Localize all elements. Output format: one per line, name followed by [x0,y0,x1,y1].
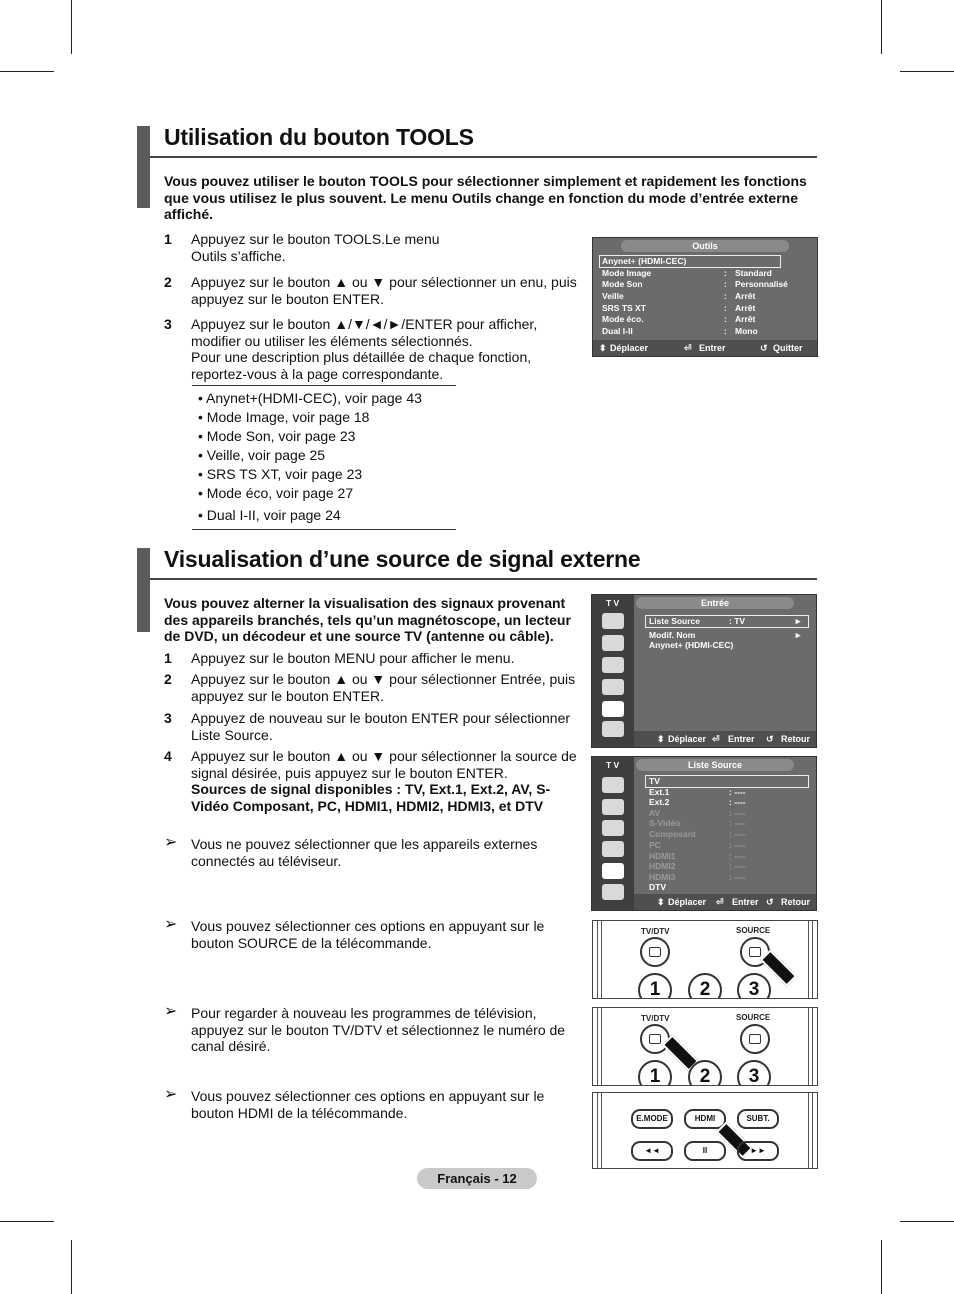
step-2 [164,671,584,707]
crop-mark [71,0,72,54]
tools-menu-screen [592,237,818,357]
remote-edge [808,1093,813,1168]
menu-row-label[interactable]: Modif. Nom [649,630,696,640]
menu-row-sep: : [724,303,727,313]
crop-mark [0,1221,54,1222]
source-button[interactable] [740,1024,770,1054]
picture-icon[interactable] [602,777,624,793]
menu-row-value: Arrêt [735,303,756,313]
page-footer: Français - 12 [417,1168,537,1189]
note-arrow-icon: ➢ [164,834,178,851]
input-icon[interactable] [602,701,624,717]
section-bar [137,548,150,632]
selected-row-frame [645,775,809,788]
note [164,918,584,954]
chevron-right-icon: ► [794,616,803,626]
return-icon: ↺ [760,343,768,353]
crop-mark [900,71,954,72]
reference-item: • Mode Image, voir page 18 [198,409,370,425]
step-3 [164,316,584,384]
return-icon: ↺ [766,734,774,744]
return-icon: ↺ [766,897,774,907]
crop-mark [900,1221,954,1222]
menu-sidebar [592,757,634,910]
source-row-value: : ---- [729,851,746,861]
source-row-value: : ---- [729,787,746,797]
section-rule [150,578,817,580]
menu-row-value: Personnalisé [735,279,788,289]
tv-dtv-label: TV/DTV [641,927,670,936]
menu-row-label[interactable]: Dual I-II [602,326,633,336]
menu-row-value: Arrêt [735,291,756,301]
step-number: 3 [164,316,172,332]
step-number: 4 [164,748,172,764]
step-1 [164,231,584,267]
source-row-label: PC [649,840,661,850]
source-row-value: : ---- [729,840,746,850]
note-text: Vous ne pouvez sélectionner que les appareils externes connectés au téléviseur. [191,836,538,869]
menu-row-label[interactable]: Mode éco. [602,314,644,324]
source-row-label[interactable]: TV [649,776,660,786]
application-icon[interactable] [602,721,624,737]
crop-mark [71,1240,72,1294]
menu-row-sep: : [724,279,727,289]
note [164,836,584,872]
source-row-value: : ---- [729,861,746,871]
menu-row-value: Mono [735,326,758,336]
input-icon[interactable] [602,863,624,879]
step-text: Appuyez sur le bouton MENU pour afficher le menu. [191,650,515,666]
note-text: Vous pouvez sélectionner ces options en appuyant sur le bouton SOURCE de la télécommande. [191,918,545,951]
footer-enter: Entrer [699,343,726,353]
source-row-label: AV [649,808,661,818]
application-icon[interactable] [602,884,624,900]
menu-title: Entrée [636,597,794,609]
step-2 [164,274,584,310]
step-text: Appuyez de nouveau sur le bouton ENTER pour sélectionner Liste Source. [191,710,571,743]
note-arrow-icon: ➢ [164,916,178,933]
hdmi-button[interactable]: HDMI [684,1109,726,1129]
crop-mark [881,1240,882,1294]
menu-row-sep: : [724,291,727,301]
footer-enter: Entrer [732,897,759,907]
setup-icon[interactable] [602,679,624,695]
reference-item: • Dual I-II, voir page 24 [198,507,341,523]
number-button-1[interactable]: 1 [638,973,672,999]
source-row-value: : ---- [729,797,746,807]
remote-hdmi-illustration [592,1092,818,1169]
enter-icon: ⏎ [716,897,724,907]
remote-edge [808,1008,813,1085]
source-row-value: : ---- [729,808,746,818]
step-text: Appuyez sur le bouton TOOLS.Le menu Outils s’affiche. [191,231,440,264]
footer-move: Déplacer [610,343,649,353]
footer-back: Retour [781,897,810,907]
reference-item: • Veille, voir page 25 [198,447,326,463]
menu-row-label[interactable]: Veille [602,291,624,301]
section-title: Visualisation d’une source de signal externe [164,546,641,572]
section-bar [137,126,150,208]
remote-tvdtv-illustration [592,1007,818,1086]
crop-mark [0,71,54,72]
move-icon: ⬍ [657,734,665,744]
sidebar-label: T V [606,598,620,608]
menu-row-label[interactable]: Mode Image [602,268,652,278]
source-row-label[interactable]: Ext.1 [649,787,670,797]
source-row-value: : ---- [729,829,746,839]
source-row-label: HDMI1 [649,851,676,861]
footer-enter: Entrer [728,734,755,744]
source-row-label: HDMI3 [649,872,676,882]
footer-quit: Quitter [773,343,803,353]
menu-row-label[interactable]: Mode Son [602,279,643,289]
remote-edge [597,921,602,998]
input-menu-screen [591,594,817,748]
menu-row-sep: : [724,268,727,278]
section-intro: Vous pouvez utiliser le bouton TOOLS pour sélectionner simplement et rapidement les fonctions que vous utilisez le plus souvent. Le menu Outils change en fonction du mode d’entrée externe affiché. [164,173,807,222]
move-icon: ⬍ [657,897,665,907]
menu-row-label[interactable]: Anynet+ (HDMI-CEC) [649,640,734,650]
reference-item: • Mode Son, voir page 23 [198,428,356,444]
step-text: Appuyez sur le bouton ▲/▼/◄/►/ENTER pour afficher, modifier ou utiliser les éléments sélectionnés. [191,316,538,349]
crop-mark [881,0,882,54]
move-icon: ⬍ [599,343,607,353]
footer-move: Déplacer [668,897,707,907]
note [164,1005,584,1057]
enter-icon: ⏎ [712,734,720,744]
step-text-continued: Pour une description plus détaillée de chaque fonction, reportez-vous à la page correspondante. [191,349,532,382]
source-row-label: S-Vidéo [649,818,681,828]
setup-icon[interactable] [602,841,624,857]
note-text: Pour regarder à nouveau les programmes de télévision, appuyez sur le bouton TV/DTV et sélectionnez le numéro de canal désiré. [191,1005,566,1054]
enter-icon: ⏎ [684,343,692,353]
number-button-2[interactable]: 2 [688,1060,722,1086]
menu-footer [593,340,817,356]
source-row-value: : ---- [729,818,746,828]
step-text: Appuyez sur le bouton ▲ ou ▼ pour sélectionner un enu, puis appuyez sur le bouton ENTER. [191,274,577,307]
step-text-continued: Sources de signal disponibles : TV, Ext.1, Ext.2, AV, S-Vidéo Composant, PC, HDMI1, HDMI2, HDMI3, et DTV [191,781,551,814]
section-intro: Vous pouvez alterner la visualisation des signaux provenant des appareils branchés, tels qu’un magnétoscope, un lecteur de DVD, un décodeur et une source TV (antenne ou câble). [164,595,571,644]
number-button-3[interactable]: 3 [737,973,771,999]
menu-row-value: Standard [735,268,772,278]
source-icon [749,947,761,957]
emode-button[interactable]: E.MODE [631,1109,673,1129]
menu-row-value: Arrêt [735,314,756,324]
footer-move: Déplacer [668,734,707,744]
rewind-button[interactable]: ◄◄ [631,1141,673,1161]
remote-edge [808,921,813,998]
note-text: Vous pouvez sélectionner ces options en appuyant sur le bouton HDMI de la télécommande. [191,1088,545,1121]
fast-forward-button[interactable]: ►► [737,1141,779,1161]
note-arrow-icon: ➢ [164,1086,178,1103]
tv-dtv-button[interactable] [640,937,670,967]
step-number: 2 [164,274,172,290]
picture-icon[interactable] [602,613,624,629]
section-title: Utilisation du bouton TOOLS [164,124,474,150]
sound-icon[interactable] [602,799,624,815]
chevron-right-icon: ► [794,630,803,640]
footer-back: Retour [781,734,810,744]
source-label: SOURCE [736,926,771,935]
reference-item: • Mode éco, voir page 27 [198,485,354,501]
channel-icon[interactable] [602,820,624,836]
step-number: 2 [164,671,172,687]
source-row-label[interactable]: Ext.2 [649,797,670,807]
source-row-label: HDMI2 [649,861,676,871]
menu-row-value: : TV [729,616,746,626]
remote-edge [597,1093,602,1168]
step-number: 1 [164,650,172,666]
channel-icon[interactable] [602,657,624,673]
reference-item: • SRS TS XT, voir page 23 [198,466,363,482]
note [164,1088,584,1124]
source-label: SOURCE [736,1013,771,1022]
menu-row-label[interactable]: Liste Source [649,616,701,626]
remote-edge [597,1008,602,1085]
tv-icon [649,947,661,957]
step-1 [164,650,584,668]
menu-title: Outils [621,240,789,252]
subtitle-button[interactable]: SUBT. [737,1109,779,1129]
source-row-label: Composant [649,829,696,839]
menu-sidebar [592,595,634,747]
section-rule [150,156,817,158]
number-button-1[interactable]: 1 [638,1060,672,1086]
sidebar-label: T V [606,760,620,770]
menu-title: Liste Source [636,759,794,771]
step-4 [164,748,584,816]
remote-source-illustration [592,920,818,999]
menu-row-label[interactable]: SRS TS XT [602,303,646,313]
page-reference-list [192,385,456,530]
number-button-2[interactable]: 2 [688,973,722,999]
menu-row-sep: : [724,326,727,336]
sound-icon[interactable] [602,635,624,651]
menu-row-highlighted[interactable]: Anynet+ (HDMI-CEC) [602,256,687,266]
source-list-screen [591,756,817,911]
source-icon [749,1034,761,1044]
note-arrow-icon: ➢ [164,1003,178,1020]
pause-button[interactable]: II [684,1141,726,1161]
number-button-3[interactable]: 3 [737,1060,771,1086]
step-text: Appuyez sur le bouton ▲ ou ▼ pour sélectionner Entrée, puis appuyez sur le bouton ENTER. [191,671,576,704]
step-3 [164,710,584,746]
reference-item: • Anynet+(HDMI-CEC), voir page 43 [198,390,422,406]
tv-icon [649,1034,661,1044]
step-number: 1 [164,231,172,247]
tv-dtv-label: TV/DTV [641,1014,670,1023]
source-row-label[interactable]: DTV [649,882,666,892]
menu-footer [634,894,816,910]
source-row-value: : ---- [729,872,746,882]
menu-row-sep: : [724,314,727,324]
step-number: 3 [164,710,172,726]
step-text: Appuyez sur le bouton ▲ ou ▼ pour sélectionner la source de signal désirée, puis appuyez sur le bouton ENTER. [191,748,577,781]
menu-footer [634,731,816,747]
